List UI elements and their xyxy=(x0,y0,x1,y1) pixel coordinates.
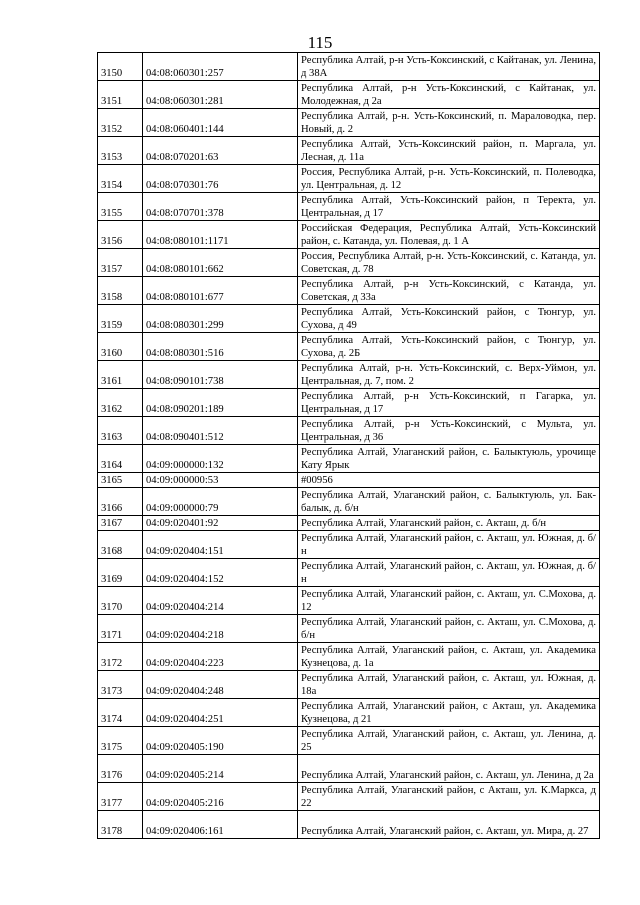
table-row xyxy=(98,615,600,643)
row-number-cell: 3156 xyxy=(98,221,143,249)
cadastral-number-cell: 04:08:090201:189 xyxy=(143,389,298,417)
row-number-cell: 3165 xyxy=(98,473,143,488)
table-row xyxy=(98,811,600,839)
table-row xyxy=(98,516,600,531)
address-cell: Республика Алтай, р-н Усть-Коксинский, с Катанда, ул. Советская, д 33а xyxy=(298,277,600,305)
address-cell: Россия, Республика Алтай, р-н. Усть-Коксинский, п. Полеводка, ул. Центральная, д. 12 xyxy=(298,165,600,193)
row-number-cell: 3174 xyxy=(98,699,143,727)
cadastral-number-cell: 04:08:080301:516 xyxy=(143,333,298,361)
row-number-cell: 3160 xyxy=(98,333,143,361)
cadastral-number-cell: 04:09:020405:190 xyxy=(143,727,298,755)
address-cell: Республика Алтай, Улаганский район, с Акташ, ул. Академика Кузнецова, д 21 xyxy=(298,699,600,727)
row-number-cell: 3158 xyxy=(98,277,143,305)
address-cell: Республика Алтай, Улаганский район, с. Акташ, ул. С.Мохова, д. 12 xyxy=(298,587,600,615)
table-row xyxy=(98,417,600,445)
cadastral-number-cell: 04:09:020404:151 xyxy=(143,531,298,559)
cadastral-number-cell: 04:08:060301:257 xyxy=(143,53,298,81)
address-cell: Республика Алтай, Усть-Коксинский район, п Теректа, ул. Центральная, д 17 xyxy=(298,193,600,221)
address-cell: Республика Алтай, Улаганский район, с. Акташ, ул. Южная, д. б/н xyxy=(298,559,600,587)
row-number-cell: 3173 xyxy=(98,671,143,699)
cadastral-number-cell: 04:09:020404:223 xyxy=(143,643,298,671)
table-row xyxy=(98,783,600,811)
table-row xyxy=(98,699,600,727)
row-number-cell: 3151 xyxy=(98,81,143,109)
row-number-cell: 3163 xyxy=(98,417,143,445)
cadastral-number-cell: 04:08:070701:378 xyxy=(143,193,298,221)
cadastral-number-cell: 04:08:080101:677 xyxy=(143,277,298,305)
cadastral-number-cell: 04:09:020404:214 xyxy=(143,587,298,615)
address-cell: Республика Алтай, р-н Усть-Коксинский, с Кайтанак, ул. Молодежная, д 2а xyxy=(298,81,600,109)
table-row xyxy=(98,755,600,783)
address-cell: Республика Алтай, р-н Усть-Коксинский, с Кайтанак, ул. Ленина, д 38А xyxy=(298,53,600,81)
address-cell: Республика Алтай, Улаганский район, с. Акташ, ул. Академика Кузнецова, д. 1а xyxy=(298,643,600,671)
cadastral-number-cell: 04:09:020405:216 xyxy=(143,783,298,811)
address-cell: Республика Алтай, р-н. Усть-Коксинский, п. Мараловодка, пер. Новый, д. 2 xyxy=(298,109,600,137)
row-number-cell: 3157 xyxy=(98,249,143,277)
address-cell: #00956 xyxy=(298,473,600,488)
cadastral-number-cell: 04:08:060301:281 xyxy=(143,81,298,109)
table-row xyxy=(98,445,600,473)
row-number-cell: 3166 xyxy=(98,488,143,516)
address-cell: Республика Алтай, Улаганский район, с. Балыктуюль, урочище Кату Ярык xyxy=(298,445,600,473)
row-number-cell: 3153 xyxy=(98,137,143,165)
cadastral-number-cell: 04:09:000000:79 xyxy=(143,488,298,516)
table-row xyxy=(98,333,600,361)
address-cell: Республика Алтай, Усть-Коксинский район, с Тюнгур, ул. Сухова, д. 2Б xyxy=(298,333,600,361)
cadastral-number-cell: 04:08:080101:662 xyxy=(143,249,298,277)
row-number-cell: 3177 xyxy=(98,783,143,811)
cadastral-number-cell: 04:09:020404:251 xyxy=(143,699,298,727)
table-row xyxy=(98,643,600,671)
table-row xyxy=(98,488,600,516)
row-number-cell: 3169 xyxy=(98,559,143,587)
row-number-cell: 3172 xyxy=(98,643,143,671)
cadastral-number-cell: 04:09:020405:214 xyxy=(143,755,298,783)
address-cell: Россия, Республика Алтай, р-н. Усть-Коксинский, с. Катанда, ул. Советская, д. 78 xyxy=(298,249,600,277)
cadastral-number-cell: 04:09:000000:53 xyxy=(143,473,298,488)
address-cell: Республика Алтай, Улаганский район, с. Акташ, ул. Ленина, д 2а xyxy=(298,755,600,783)
cadastral-number-cell: 04:09:020401:92 xyxy=(143,516,298,531)
table-row xyxy=(98,473,600,488)
cadastral-number-cell: 04:09:020404:248 xyxy=(143,671,298,699)
address-cell: Республика Алтай, р-н Усть-Коксинский, п Гагарка, ул. Центральная, д 17 xyxy=(298,389,600,417)
row-number-cell: 3150 xyxy=(98,53,143,81)
row-number-cell: 3155 xyxy=(98,193,143,221)
table-row xyxy=(98,221,600,249)
table-row xyxy=(98,727,600,755)
row-number-cell: 3161 xyxy=(98,361,143,389)
table-row xyxy=(98,277,600,305)
address-cell: Республика Алтай, Улаганский район, с. Балыктуюль, ул. Бак-балык, д. б/н xyxy=(298,488,600,516)
address-cell: Российская Федерация, Республика Алтай, Усть-Коксинский район, с. Катанда, ул. Полевая, д. 1 А xyxy=(298,221,600,249)
cadastral-number-cell: 04:08:080101:1171 xyxy=(143,221,298,249)
address-cell: Республика Алтай, Улаганский район, с. Акташ, ул. Южная, д. 18а xyxy=(298,671,600,699)
cadastral-number-cell: 04:08:090101:738 xyxy=(143,361,298,389)
row-number-cell: 3167 xyxy=(98,516,143,531)
table-row xyxy=(98,389,600,417)
row-number-cell: 3171 xyxy=(98,615,143,643)
cadastral-number-cell: 04:08:060401:144 xyxy=(143,109,298,137)
table-row xyxy=(98,361,600,389)
table-row xyxy=(98,305,600,333)
table-row xyxy=(98,671,600,699)
table-row xyxy=(98,587,600,615)
address-cell: Республика Алтай, Улаганский район, с. Акташ, ул. С.Мохова, д. б/н xyxy=(298,615,600,643)
table-row xyxy=(98,249,600,277)
cadastral-number-cell: 04:09:020404:152 xyxy=(143,559,298,587)
row-number-cell: 3154 xyxy=(98,165,143,193)
address-cell: Республика Алтай, р-н Усть-Коксинский, с Мульта, ул. Центральная, д 36 xyxy=(298,417,600,445)
table-row xyxy=(98,53,600,81)
cadastral-number-cell: 04:08:090401:512 xyxy=(143,417,298,445)
registry-table xyxy=(97,52,600,839)
cadastral-number-cell: 04:09:020406:161 xyxy=(143,811,298,839)
table-row xyxy=(98,109,600,137)
table-row xyxy=(98,531,600,559)
address-cell: Республика Алтай, Улаганский район, с. Акташ, д. б/н xyxy=(298,516,600,531)
address-cell: Республика Алтай, Улаганский район, с. Акташ, ул. Южная, д. б/н xyxy=(298,531,600,559)
row-number-cell: 3162 xyxy=(98,389,143,417)
cadastral-number-cell: 04:08:070301:76 xyxy=(143,165,298,193)
cadastral-number-cell: 04:09:000000:132 xyxy=(143,445,298,473)
row-number-cell: 3168 xyxy=(98,531,143,559)
row-number-cell: 3152 xyxy=(98,109,143,137)
row-number-cell: 3159 xyxy=(98,305,143,333)
address-cell: Республика Алтай, Усть-Коксинский район, п. Маргала, ул. Лесная, д. 11а xyxy=(298,137,600,165)
address-cell: Республика Алтай, Улаганский район, с. Акташ, ул. Ленина, д. 25 xyxy=(298,727,600,755)
cadastral-number-cell: 04:08:080301:299 xyxy=(143,305,298,333)
table-row xyxy=(98,81,600,109)
cadastral-number-cell: 04:08:070201:63 xyxy=(143,137,298,165)
row-number-cell: 3176 xyxy=(98,755,143,783)
page-number: 115 xyxy=(307,33,333,52)
address-cell: Республика Алтай, Улаганский район, с. Акташ, ул. Мира, д. 27 xyxy=(298,811,600,839)
row-number-cell: 3170 xyxy=(98,587,143,615)
registry-table-body xyxy=(98,53,600,839)
row-number-cell: 3164 xyxy=(98,445,143,473)
row-number-cell: 3175 xyxy=(98,727,143,755)
address-cell: Республика Алтай, Усть-Коксинский район, с Тюнгур, ул. Сухова, д 49 xyxy=(298,305,600,333)
table-row xyxy=(98,137,600,165)
table-row xyxy=(98,559,600,587)
row-number-cell: 3178 xyxy=(98,811,143,839)
cadastral-number-cell: 04:09:020404:218 xyxy=(143,615,298,643)
table-row xyxy=(98,165,600,193)
address-cell: Республика Алтай, р-н. Усть-Коксинский, с. Верх-Уймон, ул. Центральная, д. 7, пом. 2 xyxy=(298,361,600,389)
table-row xyxy=(98,193,600,221)
address-cell: Республика Алтай, Улаганский район, с Акташ, ул. К.Маркса, д 22 xyxy=(298,783,600,811)
